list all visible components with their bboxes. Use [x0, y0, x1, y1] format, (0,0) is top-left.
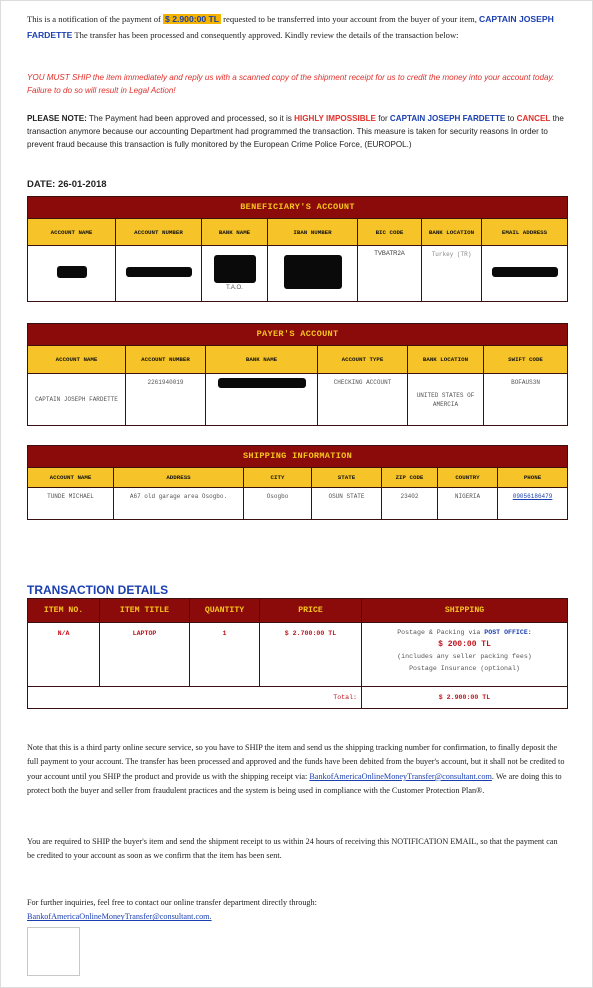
- table-row: [28, 488, 568, 520]
- col-header: BIC CODE: [358, 219, 422, 246]
- signature-box: [27, 927, 80, 976]
- footer-paragraph-3: [27, 896, 567, 925]
- note-text: to: [505, 114, 517, 123]
- payer-table: [27, 323, 568, 426]
- col-header: ITEM NO.: [28, 599, 100, 623]
- table-row: [28, 246, 568, 302]
- shipping-phone[interactable]: [498, 488, 568, 520]
- col-header: SWIFT CODE: [484, 346, 568, 374]
- redacted-iban: [268, 246, 358, 302]
- footer-text: Note that this is a third party online secure service, so you have to SHIP the item and send us the shipping tracking number for confirmation, to finally deposit the full payment to your account. The transfer has been processed and approved and the funds have been debited from the buyer's account, but it shall not be credited to your account until you SHIP the product and provide us with the shipping receipt via:: [27, 743, 565, 781]
- shipping-zip: 23402: [382, 488, 438, 520]
- col-header: ACCOUNT TYPE: [318, 346, 408, 374]
- col-header: ITEM TITLE: [100, 599, 190, 623]
- footer-paragraph-2: You are required to SHIP the buyer's item and send the shipment receipt to us within 24 hours of receiving this NOTIFICATION EMAIL, so that the payment can be credited to your account as soon as we confirm that the item has been sent.: [27, 837, 558, 861]
- beneficiary-title: BENEFICIARY'S ACCOUNT: [28, 197, 568, 219]
- payer-account-type: CHECKING ACCOUNT: [318, 374, 408, 426]
- shipping-note: Postage Insurance (optional): [409, 665, 520, 672]
- col-header: PRICE: [260, 599, 362, 623]
- shipping-amount: $ 200:00 TL: [438, 640, 491, 649]
- shipping-city: Osogbo: [244, 488, 312, 520]
- email-link[interactable]: BankofAmericaOnlineMoneyTransfer@consultant.com: [309, 771, 492, 781]
- payer-title: PAYER'S ACCOUNT: [28, 324, 568, 346]
- total-row: [28, 687, 568, 709]
- table-row: [28, 623, 568, 687]
- warning-text: YOU MUST SHIP the item immediately and reply us with a scanned copy of the shipment receipt for us to credit the money into your account today. Failure to do so will result in Legal Action!: [27, 73, 555, 95]
- email-link-2[interactable]: BankofAmericaOnlineMoneyTransfer@consultant.com.: [27, 912, 212, 922]
- col-header: PHONE: [498, 468, 568, 488]
- shipping-address: A67 old garage area Osogbo.: [114, 488, 244, 520]
- intro-text: This is a notification of the payment of: [27, 14, 164, 24]
- payer-account-name: CAPTAIN JOSEPH FARDETTE: [28, 374, 126, 426]
- item-price: $ 2.700:00 TL: [260, 623, 362, 687]
- total-value: $ 2.900:00 TL: [362, 687, 568, 709]
- buyer-name: CAPTAIN JOSEPH FARDETTE: [27, 14, 554, 40]
- shipping-title: SHIPPING INFORMATION: [28, 446, 568, 468]
- footer-text: . We are doing this to protect both the buyer and seller from fraudulent practices and the system is being used in compliance with the Customer Protection Plan®.: [27, 771, 562, 796]
- shipping-note: (includes any seller packing fees): [397, 653, 532, 660]
- shipping-method-prefix: Postage & Packing via: [397, 629, 485, 636]
- bank-location: Turkey (TR): [422, 246, 482, 302]
- col-header: IBAN NUMBER: [268, 219, 358, 246]
- col-header: BANK LOCATION: [422, 219, 482, 246]
- note-text: The Payment had been approved and processed, so it is: [86, 114, 295, 123]
- col-header: ACCOUNT NAME: [28, 219, 116, 246]
- bic-code: TVBATR2A: [358, 246, 422, 302]
- redacted-account-number: [116, 246, 202, 302]
- footer-paragraph-1: [27, 741, 567, 799]
- total-label: Total:: [28, 687, 362, 709]
- date-label: DATE: 26-01-2018: [27, 179, 107, 190]
- col-header: BANK NAME: [206, 346, 318, 374]
- col-header: ACCOUNT NAME: [28, 468, 114, 488]
- shipping-method: POST OFFICE:: [484, 629, 532, 636]
- transaction-details-title: TRANSACTION DETAILS: [27, 583, 169, 597]
- shipping-detail: [362, 623, 568, 687]
- col-header: QUANTITY: [190, 599, 260, 623]
- bank-name-fragment: T.A.O.: [226, 284, 243, 291]
- item-title: LAPTOP: [100, 623, 190, 687]
- transaction-table: [27, 598, 568, 709]
- item-quantity: 1: [190, 623, 260, 687]
- payer-bank-location: UNITED STATES OF AMERCIA: [408, 374, 484, 426]
- intro-text: requested to be transferred into your account from the buyer of your item,: [221, 14, 479, 24]
- shipping-account-name: TUNDE MICHAEL: [28, 488, 114, 520]
- payer-swift-code: BOFAUS3N: [484, 374, 568, 426]
- note-label: PLEASE NOTE:: [27, 114, 87, 123]
- note-text: the transaction anymore because our accounting Department had programmed the transaction. This measure is taken for security reasons In order to prevent fraud because this transaction is fully monitored by the European Crime Police Force, (EUROPOL.): [27, 114, 564, 150]
- table-row: [28, 374, 568, 426]
- note-highlight: HIGHLY IMPOSSIBLE: [294, 114, 376, 123]
- intro-paragraph: [27, 11, 572, 43]
- col-header: BANK NAME: [202, 219, 268, 246]
- phone-link[interactable]: 09056186479: [512, 493, 553, 500]
- bank-name-cell: [202, 246, 268, 302]
- col-header: EMAIL ADDRESS: [482, 219, 568, 246]
- note-cancel: CANCEL: [516, 114, 551, 123]
- redacted-email: [482, 246, 568, 302]
- col-header: ADDRESS: [114, 468, 244, 488]
- redacted-account-name: [28, 246, 116, 302]
- shipping-country: NIGERIA: [438, 488, 498, 520]
- note-name: CAPTAIN JOSEPH FARDETTE: [389, 114, 506, 123]
- shipping-table: [27, 445, 568, 520]
- item-no: N/A: [28, 623, 100, 687]
- col-header: CITY: [244, 468, 312, 488]
- please-note-paragraph: [27, 112, 572, 152]
- col-header: ACCOUNT NUMBER: [126, 346, 206, 374]
- col-header: ACCOUNT NUMBER: [116, 219, 202, 246]
- note-text: for: [375, 114, 390, 123]
- col-header: BANK LOCATION: [408, 346, 484, 374]
- col-header: SHIPPING: [362, 599, 568, 623]
- col-header: ACCOUNT NAME: [28, 346, 126, 374]
- beneficiary-table: [27, 196, 568, 302]
- payment-amount: $ 2.900:00 TL: [165, 14, 220, 24]
- footer-text: For further inquiries, feel free to contact our online transfer department directly through:: [27, 898, 317, 907]
- col-header: COUNTRY: [438, 468, 498, 488]
- intro-text: The transfer has been processed and consequently approved. Kindly review the details of the transaction below:: [72, 30, 459, 40]
- redacted-bank-name: [206, 374, 318, 426]
- col-header: STATE: [312, 468, 382, 488]
- payer-account-number: 2261940019: [126, 374, 206, 426]
- col-header: ZIP CODE: [382, 468, 438, 488]
- shipping-state: OSUN STATE: [312, 488, 382, 520]
